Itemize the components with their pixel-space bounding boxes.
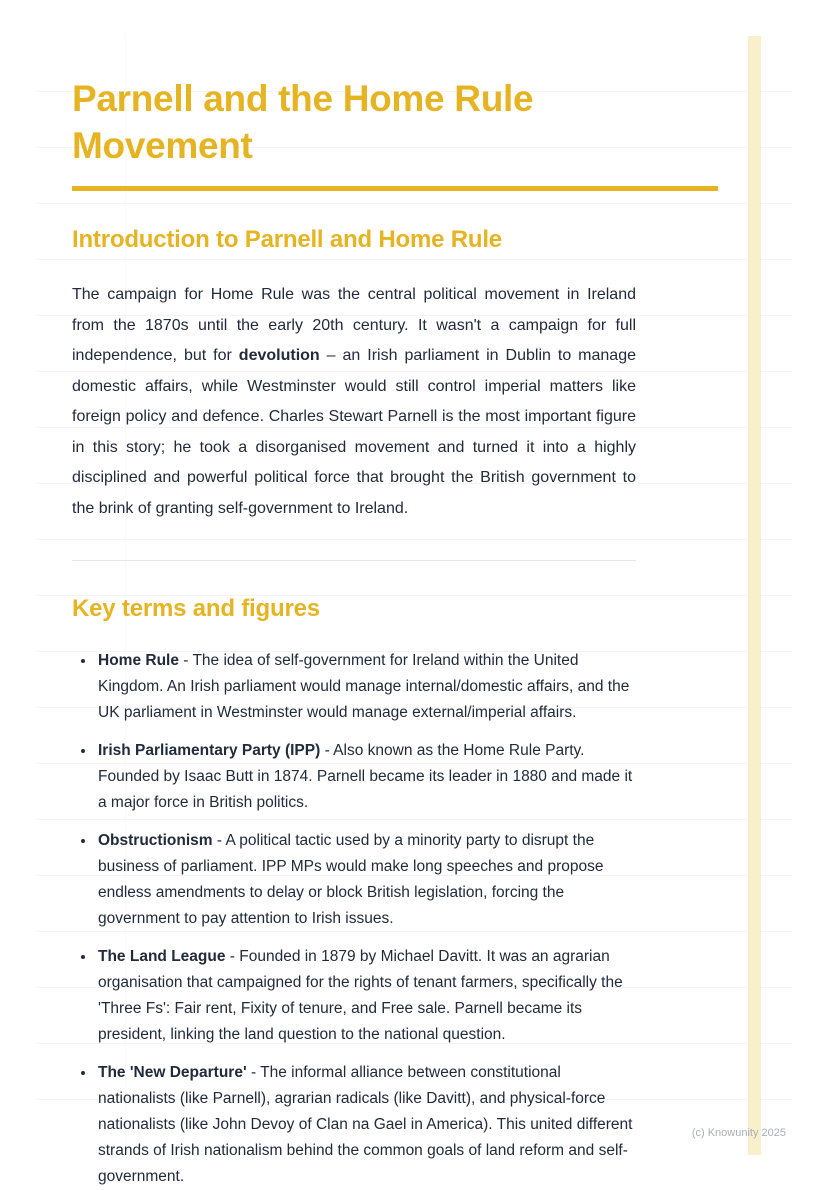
key-term-name: The Land League (98, 948, 226, 965)
intro-section-heading: Introduction to Parnell and Home Rule (72, 226, 502, 253)
document-content (36, 36, 792, 1190)
document-title: Parnell and the Home Rule Movement (72, 78, 534, 166)
key-terms-section-heading: Key terms and figures (72, 595, 320, 622)
intro-text-segment: The campaign for Home Rule was the central political movement in Ireland from the 1870s until the early 20th century. It wasn't a campaign for full independence, but for (72, 286, 636, 364)
key-term-description: - The informal alliance between constitutional nationalists (like Parnell), agrarian radicals (like Davitt), and physical-force nationalists (like John Devoy of Clan na Gael in America). This united different strands of Irish nationalism behind the common goals of land reform and self-government. (98, 1064, 633, 1185)
key-term-name: Home Rule (98, 652, 179, 669)
key-term-item (96, 828, 636, 932)
intro-paragraph (72, 280, 636, 524)
intro-bold-term: devolution (238, 347, 320, 364)
key-term-description: - Founded in 1879 by Michael Davitt. It was an agrarian organisation that campaigned for the rights of tenant farmers, specifically the 'Three Fs': Fair rent, Fixity of tenure, and Free sale. Parnell became its president, linking the land question to the national question. (98, 948, 623, 1043)
key-terms-list (72, 648, 636, 1190)
key-term-description: - The idea of self-government for Ireland within the United Kingdom. An Irish parliament would manage internal/domestic affairs, and the UK parliament in Westminster would manage external/imperial affairs. (98, 652, 630, 721)
key-term-description: - Also known as the Home Rule Party. Founded by Isaac Butt in 1874. Parnell became its leader in 1880 and made it a major force in British politics. (98, 742, 633, 811)
copyright-footer: (c) Knowunity 2025 (691, 1127, 786, 1139)
key-term-description: - A political tactic used by a minority party to disrupt the business of parliament. IPP MPs would make long speeches and propose endless amendments to delay or block British legislation, forcing the government to pay attention to Irish issues. (98, 832, 604, 927)
key-term-name: Irish Parliamentary Party (IPP) (98, 742, 321, 759)
key-term-name: The 'New Departure' (98, 1064, 247, 1081)
key-term-item (96, 944, 636, 1048)
key-term-name: Obstructionism (98, 832, 213, 849)
key-term-item (96, 738, 636, 816)
section-divider (72, 560, 636, 561)
title-underline-rule (72, 186, 718, 191)
document-page (36, 36, 792, 1185)
key-term-item (96, 648, 636, 726)
intro-text-segment: – an Irish parliament in Dublin to manage domestic affairs, while Westminster would still control imperial matters like foreign policy and defence. Charles Stewart Parnell is the most important figure in this story; he took a disorganised movement and turned it into a highly disciplined and powerful political force that brought the British government to the brink of granting self-government to Ireland. (72, 347, 636, 517)
